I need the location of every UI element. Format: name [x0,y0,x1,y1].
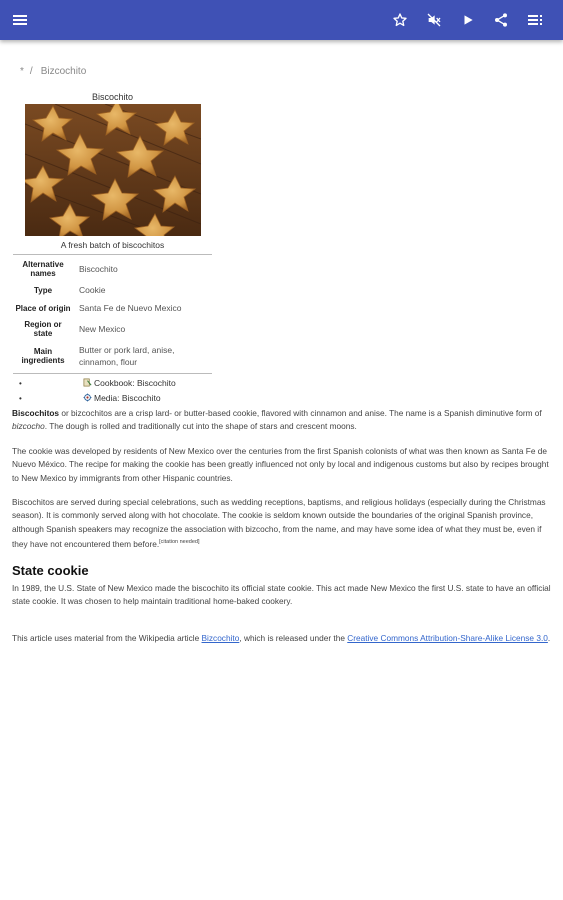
infobox-table [13,257,212,371]
media-link[interactable] [13,391,212,406]
infobox-row [13,257,212,281]
infobox-label: Alternative names [22,260,64,278]
infobox-caption: A fresh batch of biscochitos [13,240,212,255]
infobox-label: Region or state [24,320,62,338]
infobox-row [13,317,212,341]
infobox-row [13,299,212,317]
section-heading-state-cookie: State cookie [12,563,89,578]
cookbook-link-text: Cookbook: Biscochito [94,378,176,388]
license-link[interactable]: Creative Commons Attribution-Share-Alike License 3.0 [347,633,548,643]
commons-icon [83,393,92,402]
intro-text-b: . The dough is rolled and traditionally cut into the shape of stars and crescent moons. [44,421,357,432]
cookbook-icon [83,378,92,387]
infobox-row [13,281,212,299]
footer-text-b: , which is released under the [239,633,348,643]
infobox-links [13,376,212,406]
breadcrumb [20,66,86,77]
history-paragraph: The cookie was developed by residents of New Mexico over the centuries from the first Spanish colonists of what was then known as Santa Fe de Nuevo México. The recipe for making the cookie has been greatly influenced not only by local and indigenous customs but also by recipes brought to New Mexico by immigrants from other Hispanic countries. [12,446,549,483]
infobox-value: Santa Fe de Nuevo Mexico [79,303,182,313]
infobox-value: New Mexico [79,324,126,334]
state-cookie-paragraph: In 1989, the U.S. State of New Mexico made the biscochito its official state cookie. This act made New Mexico the first U.S. state to have an official state cookie. It was chosen to help maintain traditional home-baked cookery. [12,583,551,607]
citation-needed[interactable]: [citation needed] [159,538,200,545]
infobox-value: Butter or pork lard, anise, cinnamon, flour [79,345,175,367]
breadcrumb-current: Bizcochito [40,66,87,77]
intro-italic: bizcocho [12,421,45,432]
media-link-text: Media: Biscochito [94,393,161,403]
breadcrumb-home[interactable]: * [20,66,24,77]
intro-text-a: or bizcochitos are a crisp lard- or butter-based cookie, flavored with cinnamon and anise. The name is a Spanish diminutive form of [59,408,542,418]
article-subject: Biscochitos [12,408,60,418]
hamburger-menu-icon[interactable] [8,8,32,32]
attribution-footer [12,632,552,645]
play-icon[interactable] [456,8,480,32]
list-bullet: • [19,394,22,403]
celebration-paragraph [12,496,552,551]
celebration-text: Biscochitos are served during special celebrations, such as wedding receptions, baptisms, and religious holidays (especially during the Christmas season). It is commonly served along with hot chocolate. The cookie is seldom known outside the boundaries of the original Spanish province, although Spanish speakers may recognize the association with bizcocho, from the name, and may have some idea of what they must be, even if they have not encountered them before. [12,497,546,549]
footer-text-c: . [547,633,551,643]
breadcrumb-separator: / [29,66,33,77]
infobox-label: Place of origin [15,303,71,313]
infobox-divider [13,373,212,374]
infobox-row [13,341,212,371]
infobox-value: Cookie [79,285,106,295]
cookies-photo[interactable] [25,104,201,236]
star-icon[interactable] [388,8,412,32]
mute-icon[interactable] [422,8,446,32]
list-bullet: • [19,379,22,388]
infobox-label: Main ingredients [21,347,65,365]
intro-paragraph [12,407,552,434]
cookbook-link[interactable] [13,376,212,391]
infobox-label: Type [33,285,53,295]
footer-text-a: This article uses material from the Wikipedia article [12,633,202,643]
share-icon[interactable] [489,8,513,32]
app-bar [0,0,563,40]
list-icon[interactable] [523,8,547,32]
infobox-value: Biscochito [79,264,118,274]
wikipedia-article-link[interactable]: Bizcochito [201,633,240,643]
infobox-title: Biscochito [91,92,134,102]
infobox [13,90,212,406]
